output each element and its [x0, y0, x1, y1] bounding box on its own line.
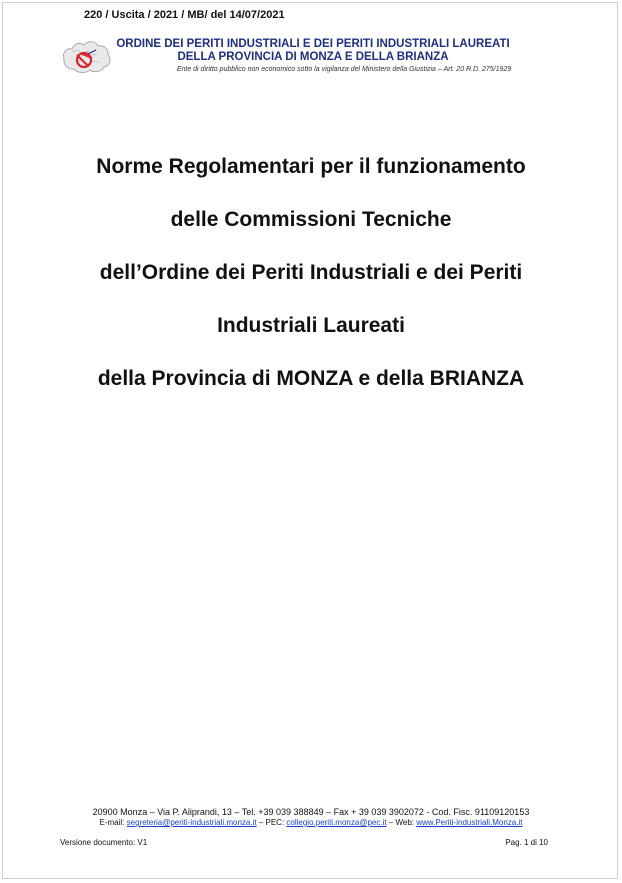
title-line: Industriali Laureati: [217, 314, 405, 337]
document-page: [2, 2, 618, 879]
web-label: – Web:: [386, 818, 417, 827]
org-subtitle: Ente di diritto pubblico non economico sotto la vigilanza del Ministero della Giustizia – Art. 20 R.D. 275/1929: [176, 66, 512, 73]
pec-link[interactable]: collegio.periti.monza@pec.it: [286, 818, 387, 827]
protocol-number: 220 / Uscita / 2021 / MB/ del 14/07/2021: [84, 9, 285, 21]
title-line: delle Commissioni Tecniche: [170, 208, 452, 231]
title-line: della Provincia di MONZA e della BRIANZA: [97, 367, 525, 390]
footer-contacts: [0, 818, 622, 827]
org-name-line1: ORDINE DEI PERITI INDUSTRIALI E DEI PERITI INDUSTRIALI LAUREATI: [116, 38, 510, 50]
org-name-line2: DELLA PROVINCIA DI MONZA E DELLA BRIANZA: [177, 51, 449, 63]
email-link[interactable]: segreteria@periti-industriali.monza.it: [126, 818, 257, 827]
email-label: E-mail:: [99, 818, 127, 827]
title-line: dell’Ordine dei Periti Industriali e dei Periti: [99, 261, 523, 284]
page-number: Pag. 1 di 10: [505, 838, 548, 847]
footer-address: 20900 Monza – Via P. Aliprandi, 13 – Tel. +39 039 388849 – Fax + 39 039 3902072 - Cod. Fisc. 91109120153: [92, 807, 530, 817]
title-line: Norme Regolamentari per il funzionamento: [96, 155, 526, 178]
document-title: [0, 152, 622, 417]
pec-label: – PEC:: [256, 818, 287, 827]
document-version: Versione documento: V1: [60, 838, 148, 847]
letterhead: [58, 36, 568, 80]
web-link[interactable]: www.Periti-industriali.Monza.it: [416, 818, 523, 827]
